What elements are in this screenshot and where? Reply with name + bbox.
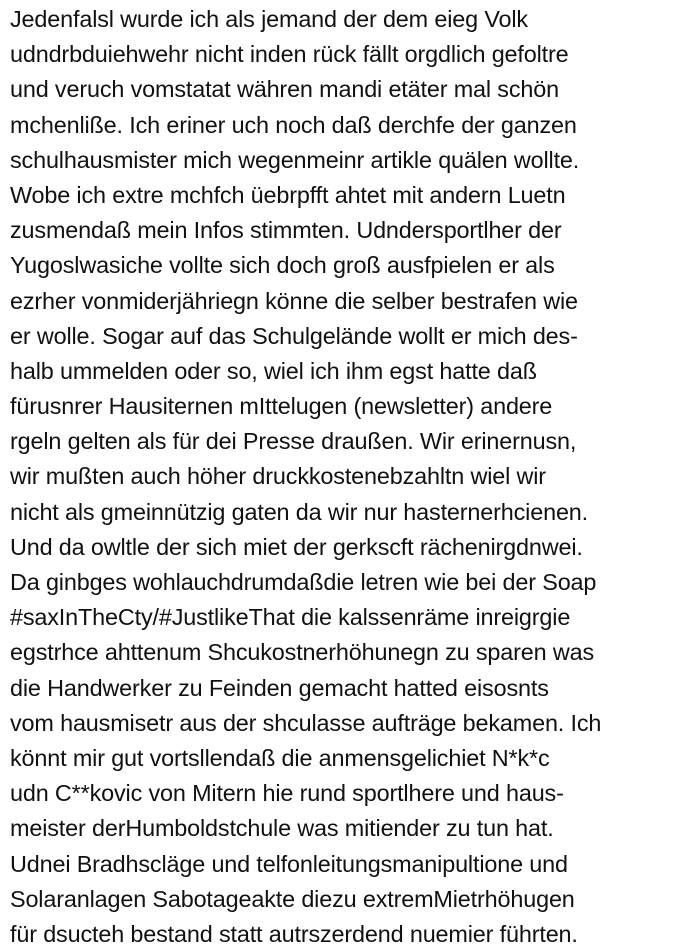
- text-line: Wobe ich extre mchfch üebrpfft ahtet mit andern Luetn: [10, 181, 566, 208]
- text-line: Yugoslwasiche vollte sich doch groß ausfpielen er als: [10, 252, 555, 279]
- text-line: Und da owltle der sich miet der gerkscft rächenirgdnwei.: [10, 533, 583, 560]
- text-line: halb ummelden oder so, wiel ich ihm egst hatte daß: [10, 357, 537, 384]
- text-line: zusmendaß mein Infos stimmten. Udndersportlher der: [10, 217, 562, 244]
- text-line: udndrbduiehwehr nicht inden rück fällt orgdlich gefoltre: [10, 41, 569, 68]
- text-line: egstrhce ahttenum Shcukostnerhöhunegn zu sparen was: [10, 639, 594, 666]
- text-line: meister derHumboldstchule was mitiender zu tun hat.: [10, 815, 554, 842]
- text-line: mchenliße. Ich eriner uch noch daß derchfe der ganzen: [10, 111, 577, 138]
- text-line: nicht als gmeinnützig gaten da wir nur hasternerhcienen.: [10, 498, 589, 525]
- text-line: #saxInTheCty/#JustlikeThat die kalssenräme inreigrgie: [10, 604, 571, 631]
- text-line: udn C**kovic von Mitern hie rund sportlhere und haus-: [10, 780, 564, 807]
- text-line: könnt mir gut vortsllendaß die anmensgelichiet N*k*c: [10, 744, 550, 771]
- text-line: für dsucteh bestand statt autrszerdend nuemier führten.: [10, 920, 578, 947]
- text-line: die Handwerker zu Feinden gemacht hatted eisosnts: [10, 674, 549, 701]
- text-line: wir mußten auch höher druckkostenebzahltn wiel wir: [10, 463, 546, 490]
- text-line: fürusnrer Hausiternen mIttelugen (newsletter) andere: [10, 393, 553, 420]
- text-line: vom hausmisetr aus der shculasse aufträge bekamen. Ich: [10, 709, 602, 736]
- text-line: Da ginbges wohlauchdrumdaßdie letren wie bei der Soap: [10, 569, 597, 595]
- text-line: und veruch vomstatat währen mandi etäter mal schön: [10, 76, 559, 103]
- text-line: Solaranlagen Sabotageakte diezu extremMietrhöhugen: [10, 885, 575, 912]
- text-line: Udnei Bradhscläge und telfonleitungsmanipultione und: [10, 850, 568, 877]
- text-line: ezrher vonmiderjähriegn könne die selber bestrafen wie: [10, 287, 578, 314]
- text-line: rgeln gelten als für dei Presse draußen. Wir erinernusn,: [10, 428, 577, 455]
- text-line: Jedenfalsl wurde ich als jemand der dem eieg Volk: [10, 6, 528, 32]
- document-page: [10, 2, 680, 952]
- text-line: schulhausmister mich wegenmeinr artikle quälen wollte.: [10, 146, 580, 173]
- text-line: er wolle. Sogar auf das Schulgelände wollt er mich des-: [10, 322, 578, 349]
